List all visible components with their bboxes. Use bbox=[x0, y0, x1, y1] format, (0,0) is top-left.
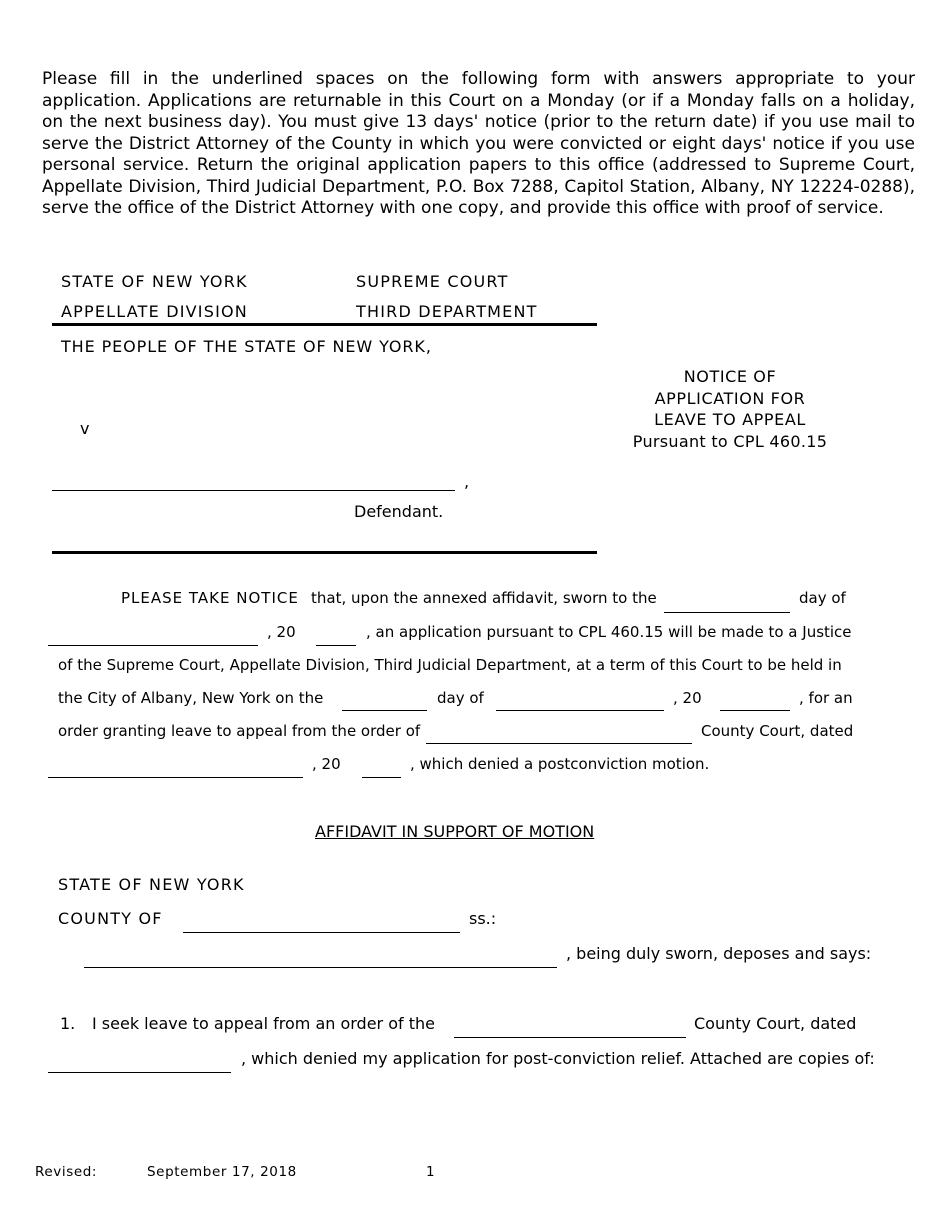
footer-revised-label: Revised: bbox=[35, 1164, 98, 1180]
caption-defendant: Defendant. bbox=[354, 502, 444, 521]
caption-people: THE PEOPLE OF THE STATE OF NEW YORK, bbox=[61, 337, 432, 356]
notice-title-line2: APPLICATION FOR bbox=[654, 388, 806, 408]
paragraph-1-county-field[interactable] bbox=[454, 1037, 686, 1038]
notice-line3: of the Supreme Court, Appellate Division, Third Judicial Department, at a term of this Court to be held in bbox=[58, 656, 842, 674]
sworn-month-field[interactable] bbox=[48, 645, 258, 646]
caption-comma: , bbox=[464, 472, 470, 491]
notice-title-line4: Pursuant to CPL 460.15 bbox=[632, 431, 828, 451]
deponent-name-field[interactable] bbox=[84, 967, 557, 968]
footer-page-number: 1 bbox=[426, 1164, 436, 1180]
notice-line5-a: order granting leave to appeal from the order of bbox=[58, 722, 421, 740]
notice-line4-c: , 20 bbox=[673, 689, 702, 707]
instructions-paragraph: Please fill in the underlined spaces on the following form with answers appropriate to your application. Applications are returnable in this Court on a Monday (or if a Monday falls on a holiday, on the next business day). You must give 13 days' notice (prior to the return date) if you use mail to serve the District Attorney of the County in which you were convicted or eight days' notice if you use personal service. Return the original application papers to this office (addressed to Supreme Court, Appellate Division, Third Judicial Department, P.O. Box 7288, Capitol Station, Albany, NY 12224-0288), serve the office of the District Attorney with one copy, and provide this office with proof of service. bbox=[42, 69, 915, 218]
notice-title-line3: LEAVE TO APPEAL bbox=[654, 410, 806, 429]
paragraph-1-text-a: I seek leave to appeal from an order of the bbox=[92, 1014, 435, 1033]
notice-line2-year-prefix: , 20 bbox=[267, 623, 296, 641]
notice-line5-b: County Court, dated bbox=[701, 722, 854, 740]
hearing-year-field[interactable] bbox=[720, 710, 790, 711]
affidavit-county-field[interactable] bbox=[183, 932, 460, 933]
paragraph-1-text-b: County Court, dated bbox=[694, 1014, 857, 1033]
sworn-year-field[interactable] bbox=[316, 645, 356, 646]
affidavit-state: STATE OF NEW YORK bbox=[58, 875, 245, 894]
notice-line1-text: that, upon the annexed affidavit, sworn to the bbox=[311, 589, 657, 607]
caption-division: APPELLATE DIVISION bbox=[61, 302, 248, 321]
notice-line4-b: day of bbox=[437, 689, 484, 707]
paragraph-1-text-c: , which denied my application for post-conviction relief. Attached are copies of: bbox=[241, 1049, 875, 1068]
affidavit-county-label: COUNTY OF bbox=[58, 909, 163, 928]
affidavit-heading: AFFIDAVIT IN SUPPORT OF MOTION bbox=[315, 822, 595, 841]
notice-line4-d: , for an bbox=[799, 689, 853, 707]
caption-versus: v bbox=[80, 419, 90, 438]
caption-court: SUPREME COURT bbox=[356, 272, 509, 291]
defendant-name-field[interactable] bbox=[52, 490, 455, 491]
caption-state: STATE OF NEW YORK bbox=[61, 272, 248, 291]
hearing-month-field[interactable] bbox=[496, 710, 664, 711]
affidavit-ss: ss.: bbox=[469, 909, 497, 928]
notice-line1-end: day of bbox=[799, 589, 846, 607]
notice-title-line1: NOTICE OF bbox=[683, 367, 777, 386]
notice-title bbox=[610, 366, 850, 452]
order-year-field[interactable] bbox=[362, 777, 401, 778]
affidavit-sworn: , being duly sworn, deposes and says: bbox=[566, 944, 872, 963]
paragraph-1-date-field[interactable] bbox=[48, 1072, 231, 1073]
paragraph-1-number: 1. bbox=[60, 1014, 76, 1033]
notice-line4-a: the City of Albany, New York on the bbox=[58, 689, 324, 707]
notice-line6-b: , which denied a postconviction motion. bbox=[410, 755, 710, 773]
order-date-field[interactable] bbox=[48, 777, 303, 778]
sworn-day-field[interactable] bbox=[664, 612, 790, 613]
notice-line2-text: , an application pursuant to CPL 460.15 will be made to a Justice bbox=[366, 623, 852, 641]
notice-line6-a: , 20 bbox=[312, 755, 341, 773]
county-court-field[interactable] bbox=[426, 743, 692, 744]
caption-top-rule bbox=[52, 323, 597, 326]
hearing-day-field[interactable] bbox=[342, 710, 427, 711]
footer-revised-date: September 17, 2018 bbox=[147, 1164, 297, 1180]
caption-bottom-rule bbox=[52, 551, 597, 554]
notice-lead: PLEASE TAKE NOTICE bbox=[121, 589, 299, 607]
caption-department: THIRD DEPARTMENT bbox=[356, 302, 538, 321]
